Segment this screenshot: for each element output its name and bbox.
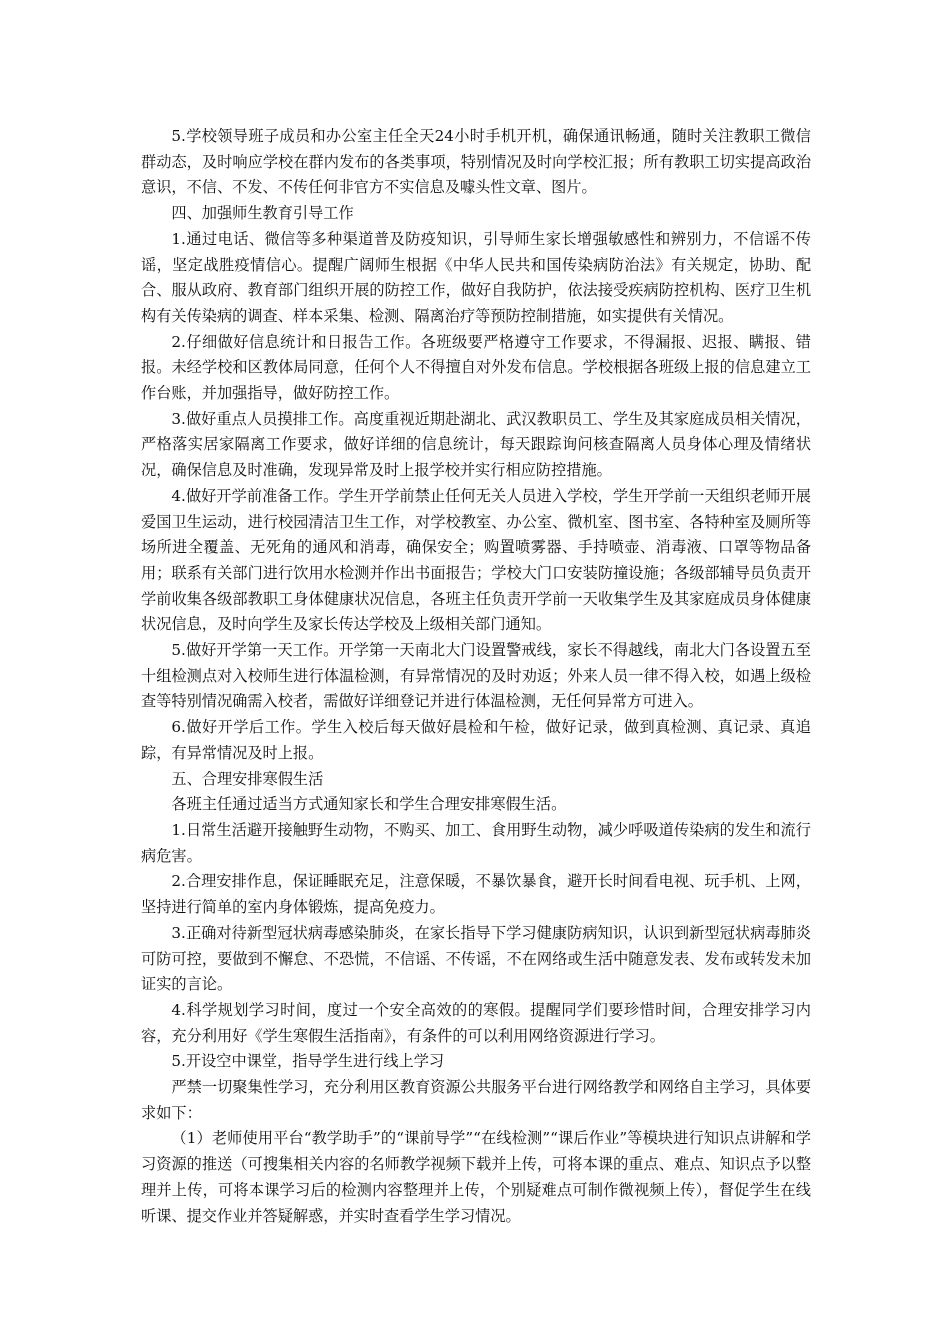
paragraph: 1.日常生活避开接触野生动物，不购买、加工、食用野生动物，减少呼吸道传染病的发生和流行病危害。	[141, 820, 811, 865]
paragraph: 3.做好重点人员摸排工作。高度重视近期赴湖北、武汉教职员工、学生及其家庭成员相关情况，严格落实居家隔离工作要求，做好详细的信息统计，每天跟踪询问核查隔离人员身体心理及情绪状况，确保信息及时准确，发现异常及时上报学校并实行相应防控措施。	[141, 409, 811, 480]
paragraph: 6.做好开学后工作。学生入校后每天做好晨检和午检，做好记录，做到真检测、真记录、真追踪，有异常情况及时上报。	[141, 718, 811, 762]
section-heading: 四、加强师生教育引导工作	[171, 204, 354, 223]
paragraph: （1）老师使用平台“教学助手”的“课前导学”“在线检测”“课后作业”等模块进行知识点讲解和学习资源的推送（可搜集相关内容的名师教学视频下载并上传，可将本课的重点、难点、知识点予以整理并上传，可将本课学习后的检测内容整理并上传，个别疑难点可制作微视频上传），督促学生在线听课、提交作业并答疑解惑，并实时查看学生学习情况。	[141, 1129, 811, 1225]
paragraph: 严禁一切聚集性学习，充分利用区教育资源公共服务平台进行网络教学和网络自主学习，具体要求如下：	[141, 1078, 811, 1122]
section-heading: 五、合理安排寒假生活	[171, 769, 324, 788]
document-body	[141, 124, 811, 1229]
paragraph: 5.开设空中课堂，指导学生进行线上学习	[171, 1052, 445, 1071]
paragraph: 5.做好开学第一天工作。开学第一天南北大门设置警戒线，家长不得越线，南北大门各设置五至十组检测点对入校师生进行体温检测，有异常情况的及时劝返；外来人员一律不得入校，如遇上级检查等特别情况确需入校者，需做好详细登记并进行体温检测，无任何异常方可进入。	[141, 641, 811, 711]
paragraph: 3.正确对待新型冠状病毒感染肺炎，在家长指导下学习健康防病知识，认识到新型冠状病毒肺炎可防可控，要做到不懈怠、不恐慌，不信谣、不传谣，不在网络或生活中随意发表、发布或转发未加证实的言论。	[141, 923, 811, 994]
paragraph: 1.通过电话、微信等多种渠道普及防疫知识，引导师生家长增强敏感性和辨别力，不信谣不传谣，坚定战胜疫情信心。提醒广阔师生根据《中华人民共和国传染病防治法》有关规定，协助、配合、服从政府、教育部门组织开展的防控工作，做好自我防护，依法接受疾病防控机构、医疗卫生机构有关传染病的调查、样本采集、检测、隔离治疗等预防控制措施，如实提供有关情况。	[141, 229, 811, 325]
paragraph: 2.合理安排作息，保证睡眠充足，注意保暖，不暴饮暴食，避开长时间看电视、玩手机、上网，坚持进行简单的室内身体锻炼，提高免疫力。	[141, 872, 811, 917]
paragraph: 4.科学规划学习时间，度过一个安全高效的的寒假。提醒同学们要珍惜时间，合理安排学习内容，充分利用好《学生寒假生活指南》，有条件的可以利用网络资源进行学习。	[141, 1000, 811, 1045]
paragraph: 4.做好开学前准备工作。学生开学前禁止任何无关人员进入学校，学生开学前一天组织老师开展爱国卫生运动，进行校园清洁卫生工作，对学校教室、办公室、微机室、图书室、各特种室及厕所等场所进全覆盖、无死角的通风和消毒，确保安全；购置喷雾器、手持喷壶、消毒液、口罩等物品备用；联系有关部门进行饮用水检测并作出书面报告；学校大门口安装防撞设施；各级部辅导员负责开学前收集各级部教职工身体健康状况信息，各班主任负责开学前一天收集学生及其家庭成员身体健康状况信息，及时向学生及家长传达学校及上级相关部门通知。	[141, 486, 811, 634]
paragraph: 2.仔细做好信息统计和日报告工作。各班级要严格遵守工作要求，不得漏报、迟报、瞒报、错报。未经学校和区教体局同意，任何个人不得擅自对外发布信息。学校根据各班级上报的信息建立工作台账，并加强指导，做好防控工作。	[141, 332, 811, 403]
paragraph: 各班主任通过适当方式通知家长和学生合理安排寒假生活。	[171, 795, 567, 814]
paragraph: 5.学校领导班子成员和办公室主任全天24小时手机开机，确保通讯畅通，随时关注教职工微信群动态，及时响应学校在群内发布的各类事项，特别情况及时向学校汇报；所有教职工切实提高政治意识，不信、不发、不传任何非官方不实信息及噱头性文章、图片。	[141, 127, 811, 197]
